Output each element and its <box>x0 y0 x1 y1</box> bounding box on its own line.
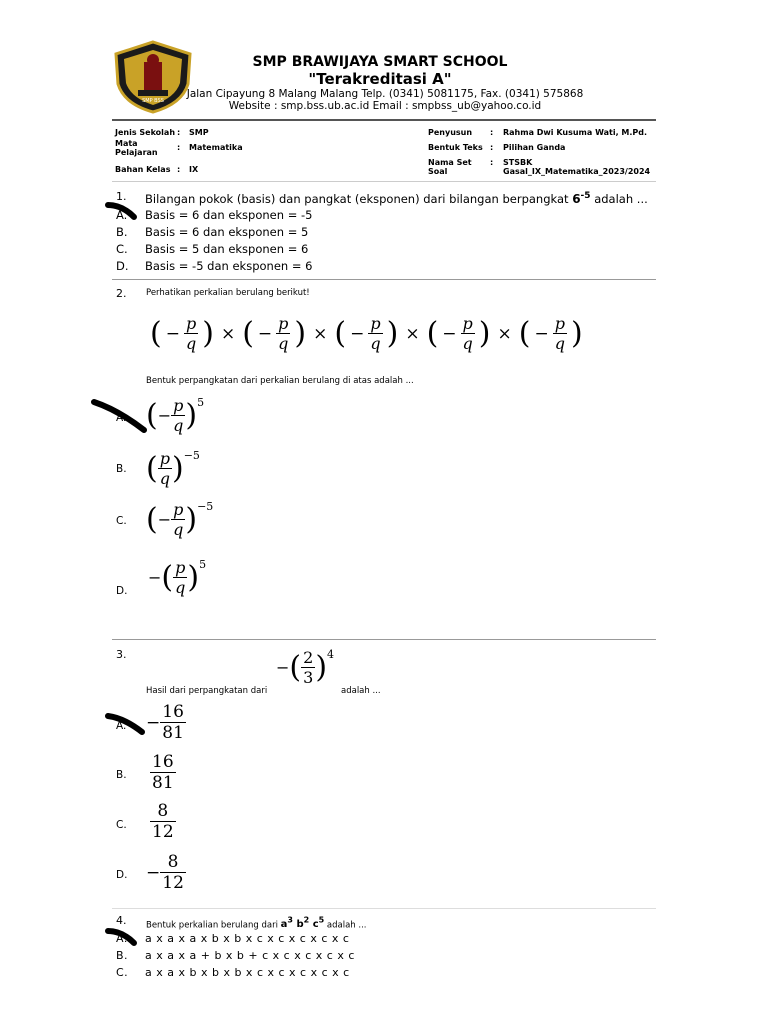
q4-option-c[interactable]: C. a x a x b x b x b x c x c x c x c x c <box>116 966 350 979</box>
q1-options <box>116 207 312 275</box>
svg-text:SMP BSS: SMP BSS <box>142 98 164 104</box>
q4-option-a[interactable]: A. a x a x a x b x b x c x c x c x c x c <box>116 932 350 945</box>
q2-option-a[interactable]: ( − $\frac{p}{q}$ ) $^5$ <box>146 396 205 435</box>
answer-mark-q1 <box>104 197 140 223</box>
q1-option-a[interactable]: A. Basis = 6 dan eksponen = -5 <box>116 208 313 222</box>
answer-mark-q2 <box>88 394 152 438</box>
q2-number: 2. <box>116 287 127 300</box>
q2-divider <box>112 639 656 640</box>
q3-option-d-letter: D. <box>116 869 128 881</box>
q1-option-d[interactable]: D. Basis = -5 dan eksponen = 6 <box>116 259 313 273</box>
q3-option-b[interactable]: $\frac{16}{81}$ <box>152 752 174 793</box>
q2-option-c[interactable]: ( − $\frac{p}{q}$ ) $^{-5}$ <box>146 500 214 539</box>
q3-option-a[interactable]: − $\frac{16}{81}$ <box>146 702 184 743</box>
header-divider <box>112 119 656 121</box>
q4-option-b[interactable]: B. a x a x a + b x b + c x c x c x c x c <box>116 949 355 962</box>
answer-mark-q3 <box>102 710 148 738</box>
q3-expression: − ( $\frac{2}{3}$ ) $^4$ <box>276 648 335 687</box>
school-address: Jalan Cipayung 8 Malang Malang Telp. (0341) 5081175, Fax. (0341) 575868 <box>186 88 584 100</box>
q3-option-c[interactable]: $\frac{8}{12}$ <box>152 801 174 842</box>
q2-option-a-letter: A. <box>116 412 127 424</box>
school-name: SMP BRAWIJAYA SMART SCHOOL <box>252 54 508 70</box>
answer-mark-q4 <box>104 925 140 949</box>
q1-text: Bilangan pokok (basis) dan pangkat (eksponen) dari bilangan berpangkat $6^{-5}$ adalah ... <box>145 191 648 206</box>
q2-option-c-letter: C. <box>116 515 127 527</box>
accreditation: "Terakreditasi A" <box>308 70 452 88</box>
q3-prefix: Hasil dari perpangkatan dari <box>146 686 268 696</box>
q3-option-b-letter: B. <box>116 769 127 781</box>
q1-option-b[interactable]: B. Basis = 6 dan eksponen = 5 <box>116 225 309 239</box>
q2-option-b[interactable]: ( $\frac{p}{q}$ ) $^{-5}$ <box>146 449 200 488</box>
q1-divider <box>112 279 656 280</box>
q3-divider <box>112 908 656 909</box>
q1-option-c[interactable]: C. Basis = 5 dan eksponen = 6 <box>116 242 309 256</box>
q2-option-d[interactable]: − ( $\frac{p}{q}$ ) $^5$ <box>148 558 207 597</box>
q3-number: 3. <box>116 648 127 661</box>
q4-text: Bentuk perkalian berulang dari $a^3$ $b^2$ $c^5$ adalah ... <box>146 916 367 931</box>
school-website: Website : smp.bss.ub.ac.id Email : smpbss_ub@yahoo.co.id <box>228 100 542 112</box>
q4-options <box>116 930 355 981</box>
q3-suffix: adalah ... <box>341 686 381 696</box>
q1-number: 1. <box>116 190 127 203</box>
q3-option-d[interactable]: − $\frac{8}{12}$ <box>146 852 184 893</box>
meta-divider <box>112 181 656 182</box>
q2-intro: Perhatikan perkalian berulang berikut! <box>146 288 310 298</box>
q3-option-a-letter: A. <box>116 720 127 732</box>
q2-question: Bentuk perpangkatan dari perkalian berulang di atas adalah ... <box>146 376 414 386</box>
q2-option-b-letter: B. <box>116 463 127 475</box>
q2-expression: ( − $\frac{p}{q}$ ) × ( − $\frac{p}{q}$ ) × ( − $\frac{p}{q}$ ) × ( − $\frac{p}{q}$ ) × ( − $\frac{p}{q}$ ) <box>150 314 583 353</box>
q2-option-d-letter: D. <box>116 585 128 597</box>
q3-option-c-letter: C. <box>116 819 127 831</box>
q4-number: 4. <box>116 914 127 927</box>
